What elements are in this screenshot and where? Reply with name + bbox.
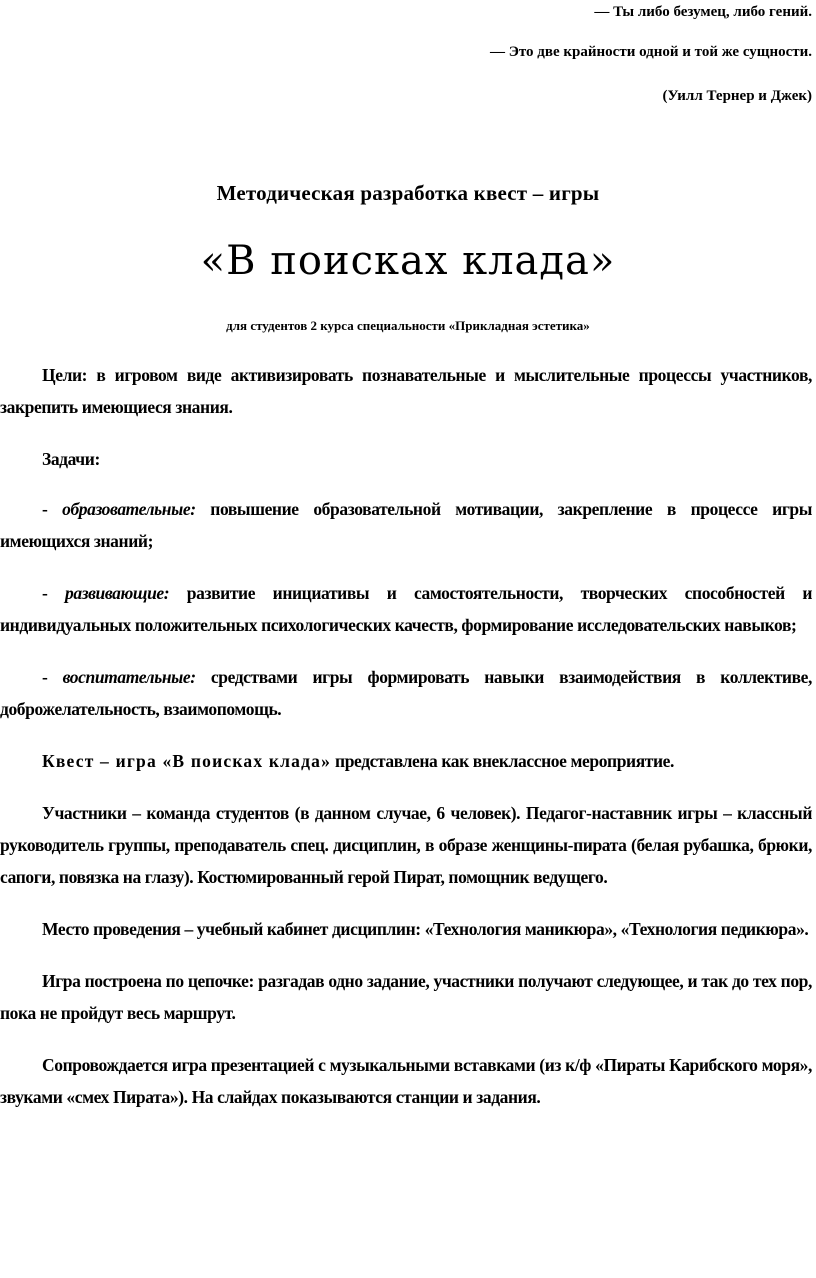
task-educational-text: повышение образовательной мотивации, закрепление в процессе игры имеющихся знаний;	[0, 499, 813, 551]
task-upbringing-text: средствами игры формировать навыки взаимодействия в коллективе, доброжелательность, взаимопомощь.	[0, 667, 812, 719]
task-upbringing: - воспитательные: средствами игры формировать навыки взаимодействия в коллективе, доброжелательность, взаимопомощь.	[0, 667, 812, 719]
tasks-heading: Задачи:	[42, 449, 100, 469]
document-subtitle: для студентов 2 курса специальности «Прикладная эстетика»	[226, 318, 590, 333]
task-upbringing-label: воспитательные:	[62, 667, 196, 687]
task-educational: - образовательные: повышение образовательной мотивации, закрепление в процессе игры имеющихся знаний;	[0, 499, 813, 551]
task-developmental: - развивающие: развитие инициативы и самостоятельности, творческих способностей и индивидуальных положительных психологических качеств, формирование исследовательских навыков;	[0, 583, 812, 635]
participants-paragraph: Участники – команда студентов (в данном случае, 6 человек). Педагог-наставник игры – классный руководитель группы, преподаватель спец. дисциплин, в образе женщины-пирата (белая рубашка, брюки, сапоги, повязка на глазу). Костюмированный герой Пират, помощник ведущего.	[0, 803, 812, 887]
task-educational-label: образовательные:	[62, 499, 196, 519]
epigraph-line-2: — Это две крайности одной и той же сущности.	[489, 44, 812, 60]
epigraph-attribution: (Уилл Тернер и Джек)	[662, 88, 812, 104]
document-body	[0, 359, 812, 1133]
task-developmental-label: развивающие:	[65, 583, 170, 603]
place-paragraph: Место проведения – учебный кабинет дисциплин: «Технология маникюра», «Технология педикюра».	[42, 919, 809, 939]
epigraph-line-1: — Ты либо безумец, либо гений.	[594, 4, 812, 20]
goals-paragraph: Цели: в игровом виде активизировать познавательные и мыслительные процессы участников, закрепить имеющиеся знания.	[0, 365, 812, 417]
quest-description	[0, 745, 812, 777]
quest-name: «В поисках клада»	[200, 238, 616, 284]
task-developmental-text: развитие инициативы и самостоятельности, творческих способностей и индивидуальных положительных психологических качеств, формирование исследовательских навыков;	[0, 583, 812, 635]
quest-description-bold: Квест – игра «В поисках клада»	[42, 751, 332, 771]
quest-description-text: представлена как внеклассное мероприятие.	[331, 751, 675, 771]
presentation-paragraph: Сопровождается игра презентацией с музыкальными вставками (из к/ф «Пираты Карибского моря», звуками «смех Пирата»). На слайдах показываются станции и задания.	[0, 1055, 812, 1107]
document-title: Методическая разработка квест – игры	[216, 181, 600, 205]
chain-paragraph: Игра построена по цепочке: разгадав одно задание, участники получают следующее, и так до тех пор, пока не пройдут весь маршрут.	[0, 971, 812, 1023]
